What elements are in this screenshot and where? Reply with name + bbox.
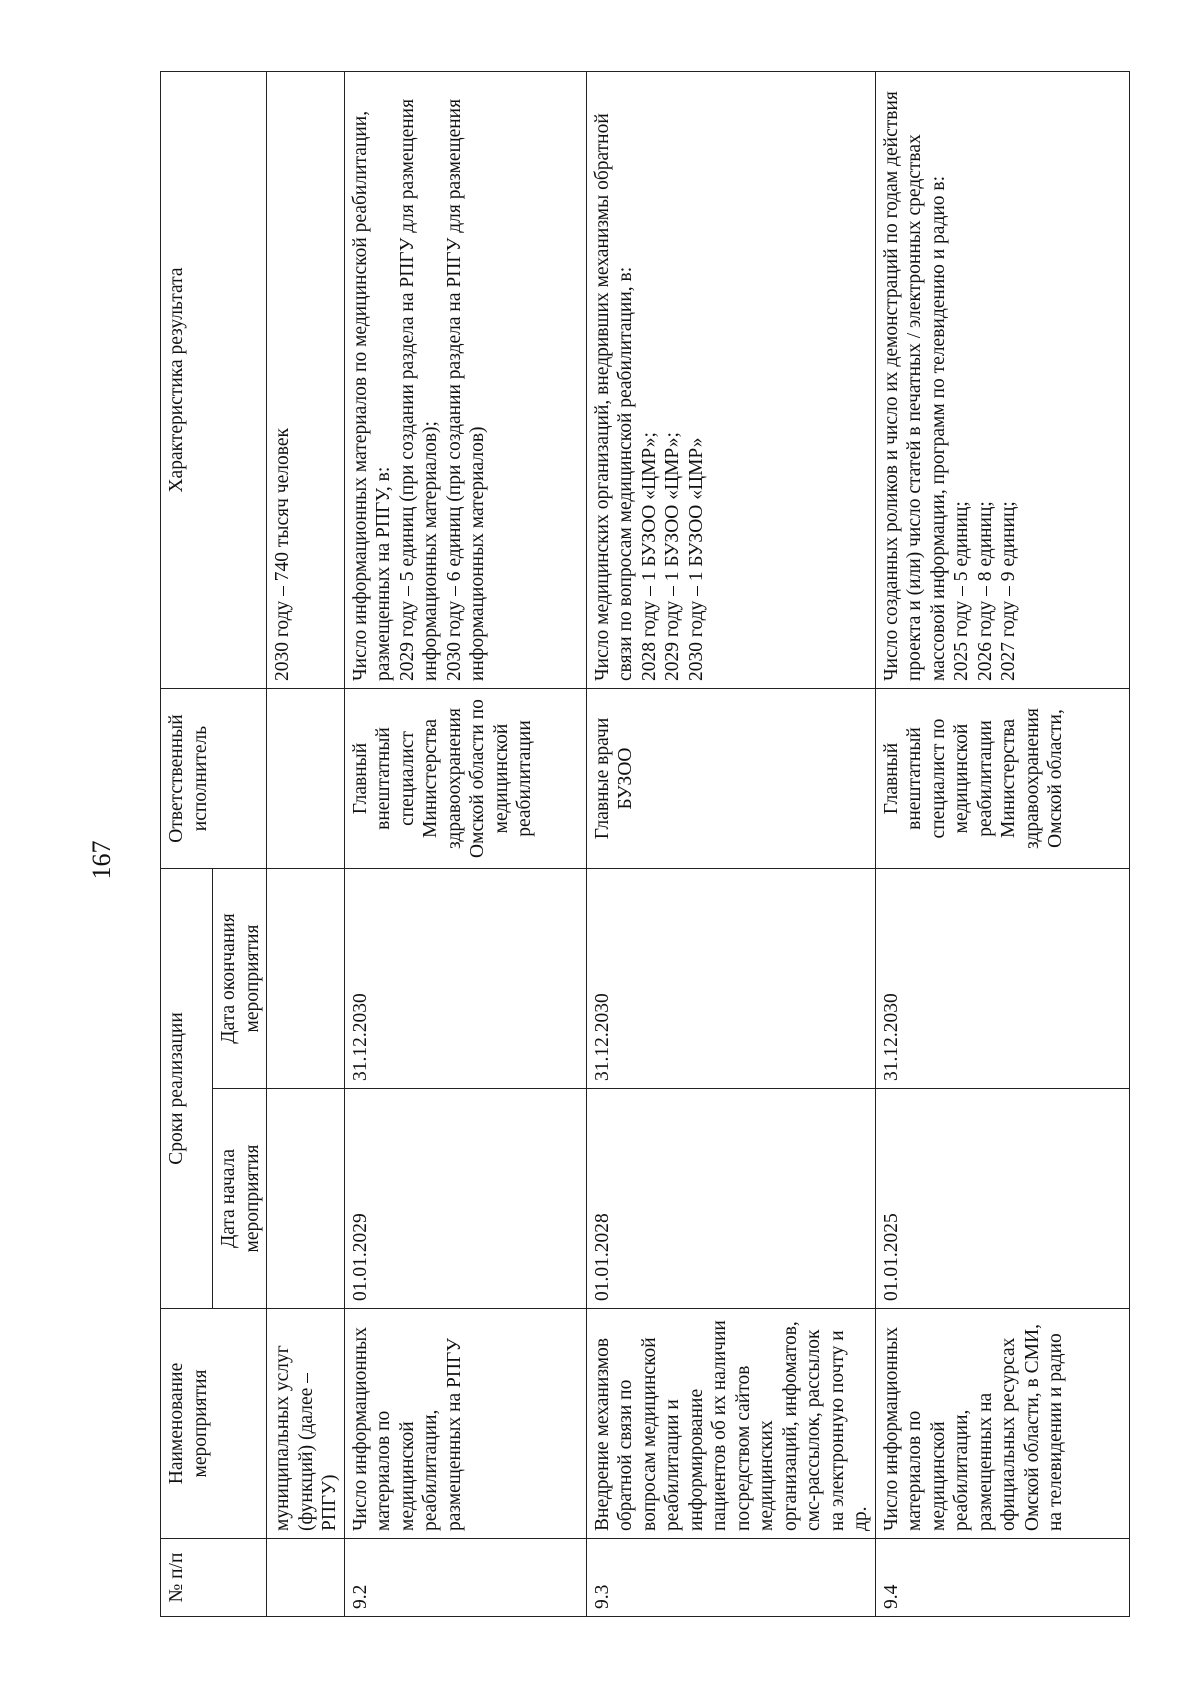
table-row — [586, 72, 875, 1617]
header-period: Сроки реализации — [161, 869, 213, 1309]
header-start: Дата начала мероприятия — [213, 1089, 267, 1309]
row-name: Внедрение механизмов обратной связи по вопросам медицинской реабилитации и информирование пациентов об их наличии посредством сайтов медицинских организаций, инфоматов, смс-рассылок, рассылок на электронную почту и др. — [586, 1309, 875, 1539]
row-end: 31.12.2030 — [586, 869, 875, 1089]
table-row — [267, 72, 345, 1617]
table-row — [344, 72, 586, 1617]
row-start: 01.01.2025 — [875, 1089, 1129, 1309]
row-start: 01.01.2028 — [586, 1089, 875, 1309]
row-num: 9.4 — [875, 1539, 1129, 1617]
row-end — [267, 869, 345, 1089]
measures-table — [160, 71, 1130, 1617]
row-start — [267, 1089, 345, 1309]
row-start: 01.01.2029 — [344, 1089, 586, 1309]
row-executor: Главные врачи БУЗОО — [586, 689, 875, 869]
row-num: 9.3 — [586, 1539, 875, 1617]
rotated-table-container — [160, 72, 1086, 1617]
page-number: 167 — [87, 840, 116, 880]
row-executor: Главный внештатный специалист Министерства здравоохранения Омской области по медицинской реабилитации — [344, 689, 586, 869]
row-end: 31.12.2030 — [344, 869, 586, 1089]
row-result: 2030 году – 740 тысяч человек — [267, 72, 345, 689]
row-result: Число медицинских организаций, внедривших механизмы обратной связи по вопросам медицинской реабилитации, в: 2028 году – 1 БУЗОО «ЦМР»; 2029 году – 1 БУЗОО «ЦМР»; 2030 году – 1 БУЗОО «ЦМР» — [586, 72, 875, 689]
header-result: Характеристика результата — [161, 72, 267, 689]
header-end: Дата окончания мероприятия — [213, 869, 267, 1089]
table-row — [875, 72, 1129, 1617]
header-name: Наименование мероприятия — [161, 1309, 267, 1539]
row-name: Число информационных материалов по медицинской реабилитации, размещенных на официальных ресурсах Омской области, в СМИ, на телевидении и радио — [875, 1309, 1129, 1539]
row-executor: Главный внештатный специалист по медицинской реабилитации Министерства здравоохранения Омской области, — [875, 689, 1129, 869]
row-end: 31.12.2030 — [875, 869, 1129, 1089]
row-executor — [267, 689, 345, 869]
row-result: Число информационных материалов по медицинской реабилитации, размещенных на РПГУ, в: 2029 году – 5 единиц (при создании раздела на РПГУ для размещения информационных материалов); 2030 году – 6 единиц (при создании раздела на РПГУ для размещения информационных материалов) — [344, 72, 586, 689]
header-executor: Ответственный исполнитель — [161, 689, 267, 869]
row-result: Число созданных роликов и число их демонстраций по годам действия проекта и (или) число статей в печатных / электронных средствах массовой информации, программ по телевидению и радио в: 2025 году – 5 единиц; 2026 году – 8 единиц; 2027 году – 9 единиц; — [875, 72, 1129, 689]
row-num — [267, 1539, 345, 1617]
row-name: муниципальных услуг (функций) (далее – РПГУ) — [267, 1309, 345, 1539]
header-num: № п/п — [161, 1539, 267, 1617]
row-num: 9.2 — [344, 1539, 586, 1617]
row-name: Число информационных материалов по медицинской реабилитации, размещенных на РПГУ — [344, 1309, 586, 1539]
